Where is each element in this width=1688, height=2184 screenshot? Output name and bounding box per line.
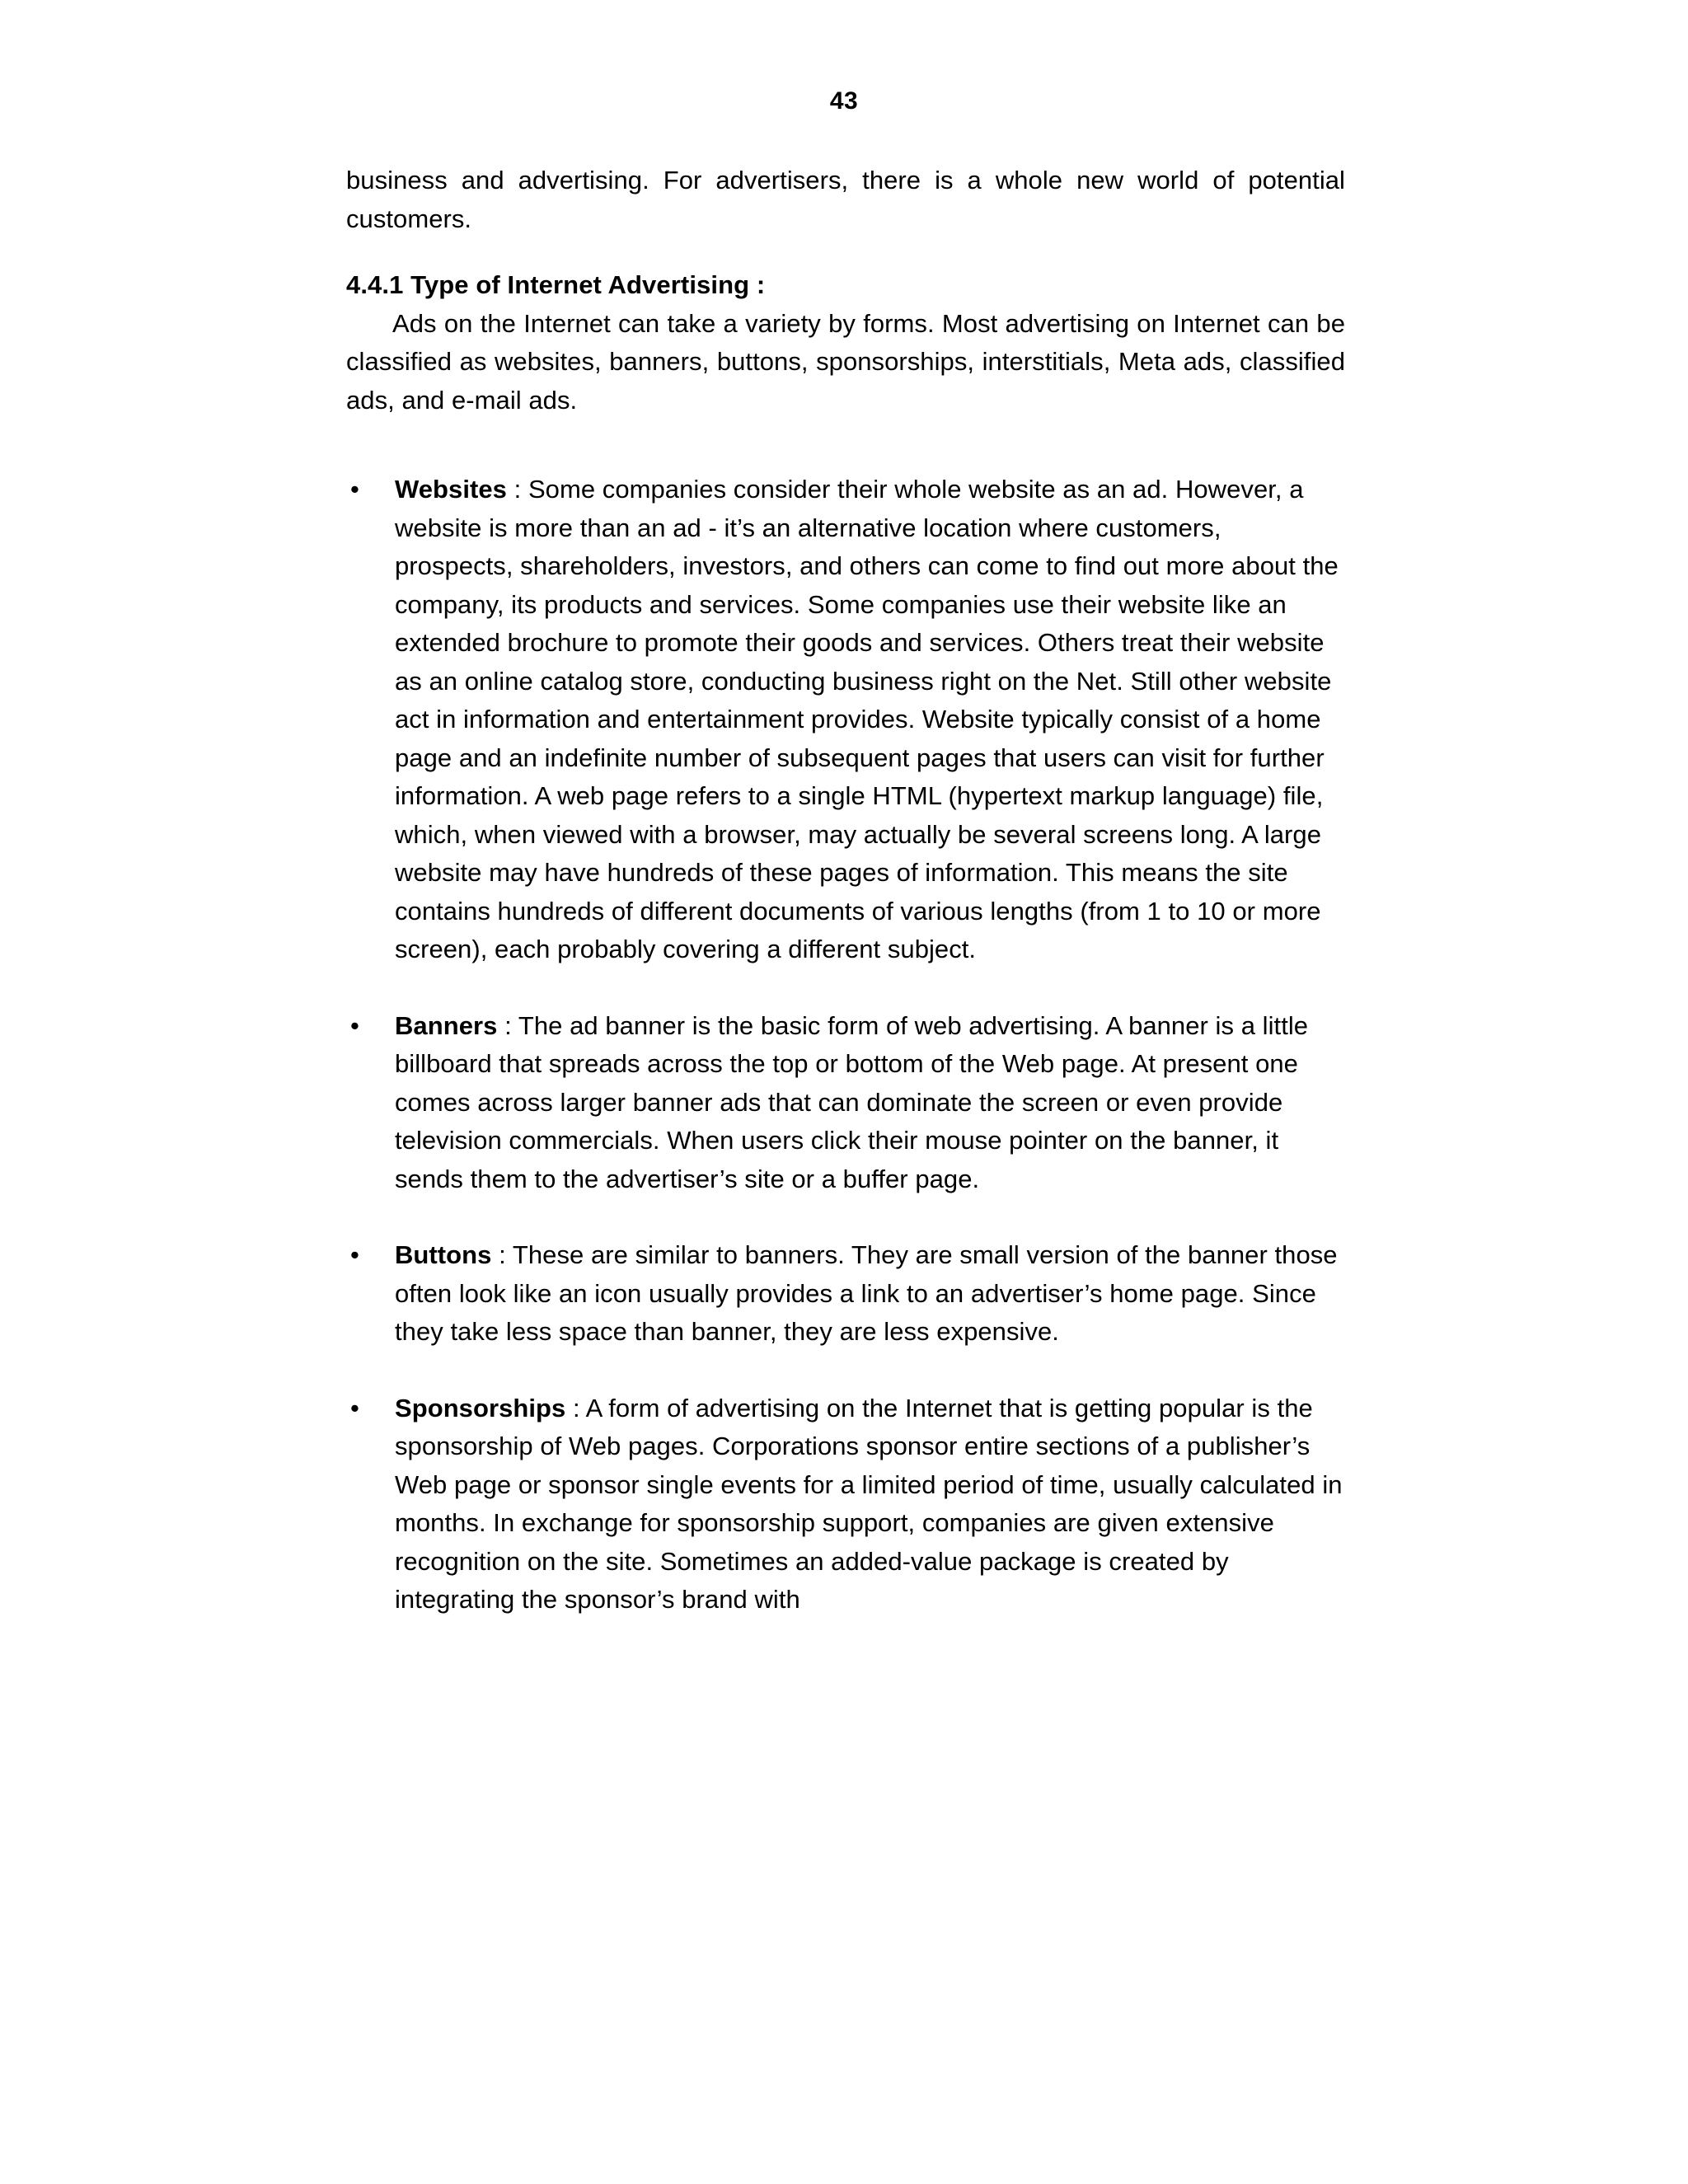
- list-item-body: [395, 1240, 1338, 1346]
- list-item-separator: :: [491, 1240, 513, 1269]
- advertising-types-list: [346, 471, 1345, 1619]
- list-item-body: [395, 1394, 1343, 1615]
- list-item: [346, 1390, 1345, 1619]
- list-item: [346, 471, 1345, 969]
- list-item-text: Some companies consider their whole website as an ad. However, a website is more than an ad - it’s an alternative location where customers, prospects, shareholders, investors, and others can come to find out more about the company, its products and services. Some companies use their website like an extended brochure to promote their goods and services. Others treat their website as an online catalog store, conducting business right on the Net. Still other website act in information and entertainment provides. Website typically consist of a home page and an indefinite number of subsequent pages that users can visit for further information. A web page refers to a single HTML (hypertext markup language) file, which, when viewed with a browser, may actually be several screens long. A large website may have hundreds of these pages of information. This means the site contains hundreds of different documents of various lengths (from 1 to 10 or more screen), each probably covering a different subject.: [395, 475, 1339, 963]
- list-item-separator: :: [506, 475, 528, 504]
- page-content: [346, 162, 1345, 1619]
- list-item-text: The ad banner is the basic form of web advertising. A banner is a little billboard that spreads across the top or bottom of the Web page. At present one comes across larger banner ads that can dominate the screen or even provide television commercials. When users click their mouse pointer on the banner, it sends them to the advertiser’s site or a buffer page.: [395, 1010, 1309, 1193]
- list-item-term: Buttons: [395, 1240, 492, 1269]
- intro-paragraph: business and advertising. For advertisers, there is a whole new world of potential customers.: [346, 166, 1345, 233]
- list-item-term: Sponsorships: [395, 1393, 566, 1422]
- list-item-separator: :: [497, 1010, 518, 1040]
- bullet-icon: •: [350, 1010, 359, 1040]
- page-number: 43: [829, 87, 859, 115]
- section-heading: 4.4.1 Type of Internet Advertising :: [346, 270, 766, 299]
- bullet-icon: •: [350, 1393, 359, 1422]
- heading-paragraph: Ads on the Internet can take a variety by forms. Most advertising on Internet can be classified as websites, banners, buttons, sponsorships, interstitials, Meta ads, classified ads, and e-mail ads.: [346, 308, 1345, 415]
- list-item-body: [395, 475, 1339, 963]
- list-item: [346, 1236, 1345, 1352]
- bullet-icon: •: [350, 475, 359, 504]
- bullet-icon: •: [350, 1240, 359, 1269]
- list-item-term: Banners: [395, 1010, 498, 1040]
- list-item-text: These are similar to banners. They are small version of the banner those often look like an icon usually provides a link to an advertiser’s home page. Since they take less space than banner, they are less expensive.: [395, 1240, 1338, 1346]
- list-item-body: [395, 1011, 1308, 1193]
- list-item-term: Websites: [395, 475, 507, 504]
- list-item: [346, 1007, 1345, 1199]
- list-item-text: A form of advertising on the Internet that is getting popular is the sponsorship of Web pages. Corporations sponsor entire sections of a publisher’s Web page or sponsor single events for a limited period of time, usually calculated in months. In exchange for sponsorship support, companies are given extensive recognition on the site. Sometimes an added-value package is created by integrating the sponsor’s brand with: [395, 1393, 1343, 1614]
- list-item-separator: :: [565, 1393, 586, 1422]
